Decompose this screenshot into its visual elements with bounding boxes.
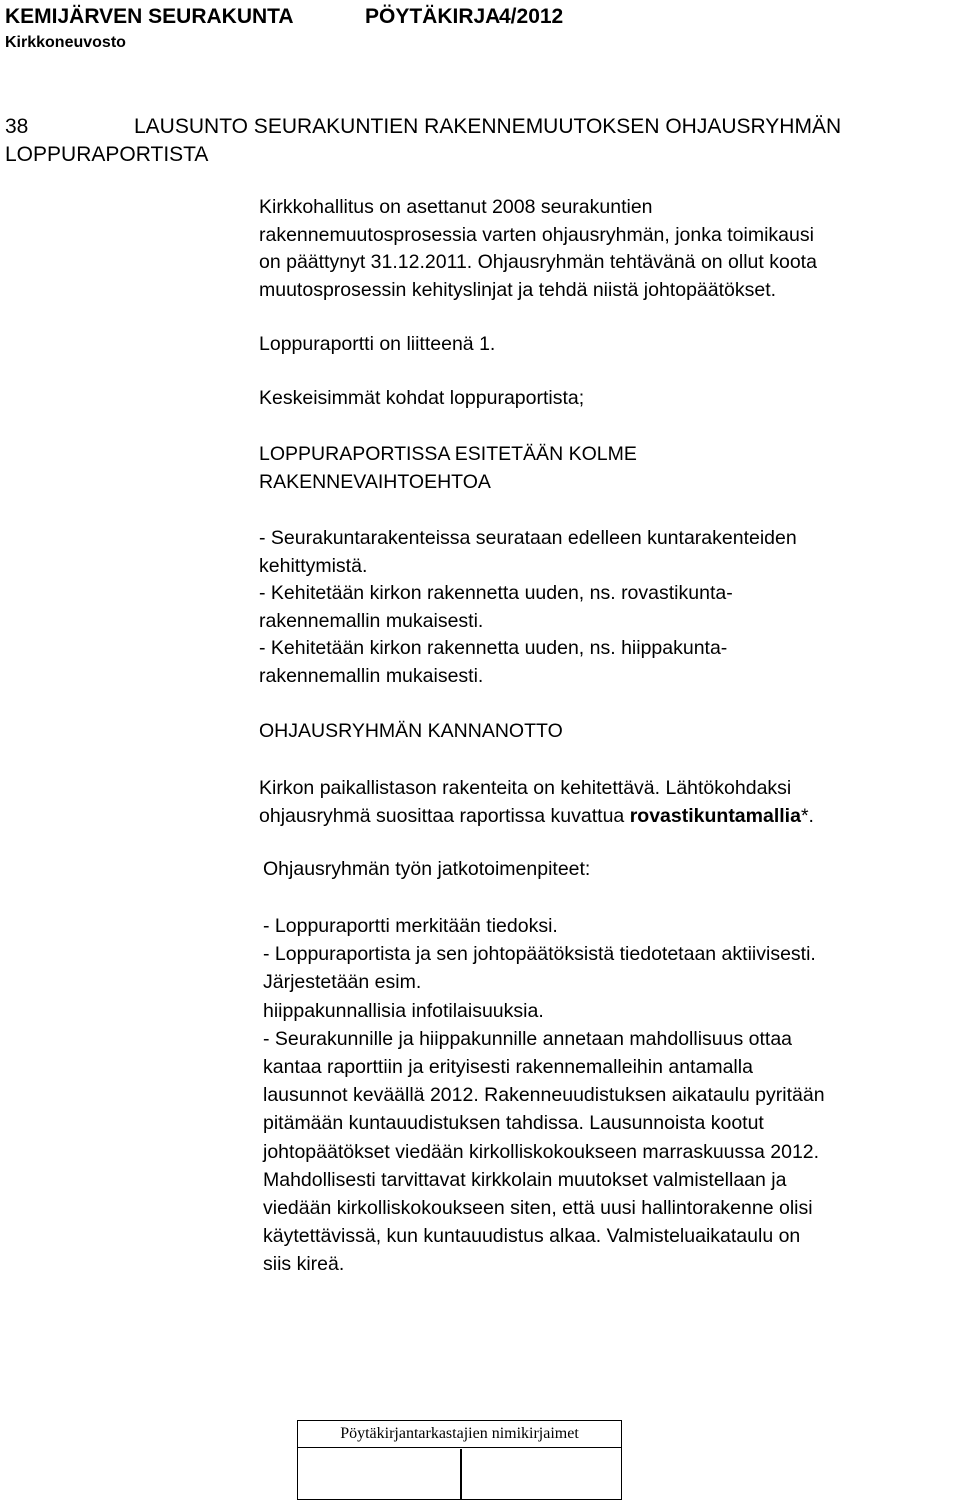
attachment-note: Loppuraportti on liitteenä 1. — [259, 333, 496, 355]
signature-cell-divider — [460, 1449, 462, 1499]
signature-box-caption: Pöytäkirjantarkastajien nimikirjaimet — [298, 1421, 621, 1448]
options-heading-line: LOPPURAPORTISSA ESITETÄÄN KOLME — [259, 443, 637, 465]
list-item: hiippakunnallisia infotilaisuuksia. — [263, 999, 544, 1022]
body-name: Kirkkoneuvosto — [5, 34, 126, 51]
options-heading-line: RAKENNEVAIHTOEHTOA — [259, 470, 491, 493]
list-item: - Loppuraportti merkitään tiedoksi. — [263, 915, 558, 937]
list-item: Järjestetään esim. — [263, 971, 422, 994]
list-item: - Seurakuntarakenteissa seurataan edelleen kuntarakenteiden — [259, 527, 797, 549]
document-header — [5, 4, 563, 30]
followup-list — [263, 912, 960, 1279]
list-item: Mahdollisesti tarvittavat kirkkolain muutokset valmistellaan ja — [263, 1168, 787, 1191]
intro-line: Kirkkohallitus on asettanut 2008 seurakuntien — [259, 196, 653, 218]
list-item: johtopäätökset viedään kirkolliskokoukseen marraskuussa 2012. — [263, 1140, 820, 1163]
section-title-line-2: LOPPURAPORTISTA — [5, 143, 209, 166]
list-item: rakennemallin mukaisesti. — [259, 609, 484, 632]
intro-line: rakennemuutosprosessia varten ohjausryhmän, jonka toimikausi — [259, 223, 814, 246]
list-item: - Kehitetään kirkon rakennetta uuden, ns. rovastikunta- — [259, 582, 733, 604]
options-heading — [259, 441, 949, 496]
document-type: PÖYTÄKIRJA — [365, 5, 501, 28]
list-item: rakennemallin mukaisesti. — [259, 664, 484, 687]
position-heading: OHJAUSRYHMÄN KANNANOTTO — [259, 720, 563, 742]
position-paragraph — [259, 775, 949, 830]
list-item: pitämään kuntauudistuksen tahdissa. Lausunnoista kootut — [263, 1112, 764, 1135]
signature-initials-box — [297, 1420, 622, 1500]
list-item: kantaa raporttiin ja erityisesti rakennemalleihin antamalla — [263, 1056, 753, 1079]
section-number: 38 — [5, 115, 29, 138]
list-item: - Loppuraportista ja sen johtopäätöksistä tiedotetaan aktiivisesti. — [263, 943, 816, 966]
options-list — [259, 525, 949, 690]
organization-name: KEMIJÄRVEN SEURAKUNTA — [5, 5, 294, 28]
list-item: viedään kirkolliskokoukseen siten, että uusi hallintorakenne olisi — [263, 1197, 813, 1220]
document-number: 4/2012 — [499, 5, 564, 28]
list-item: siis kireä. — [263, 1253, 345, 1276]
intro-line: on päättynyt 31.12.2011. Ohjausryhmän tehtävänä on ollut koota — [259, 251, 817, 273]
intro-paragraph — [259, 194, 949, 304]
position-line: ohjausryhmä suosittaa raportissa kuvattua rovastikuntamallia*. — [259, 804, 814, 827]
list-item: - Seurakunnille ja hiippakunnille annetaan mahdollisuus ottaa — [263, 1027, 793, 1050]
list-item: lausunnot keväällä 2012. Rakenneuudistuksen aikataulu pyritään — [263, 1084, 825, 1107]
list-item: - Kehitetään kirkon rakennetta uuden, ns. hiippakunta- — [259, 637, 728, 659]
list-item: kehittymistä. — [259, 554, 368, 577]
list-item: käytettävissä, kun kuntauudistus alkaa. Valmisteluaikataulu on — [263, 1225, 801, 1248]
followup-heading: Ohjausryhmän työn jatkotoimenpiteet: — [263, 858, 591, 880]
key-points-lead: Keskeisimmät kohdat loppuraportista; — [259, 387, 585, 409]
section-title-line-1: LAUSUNTO SEURAKUNTIEN RAKENNEMUUTOKSEN OHJAUSRYHMÄN — [134, 115, 842, 138]
intro-line: muutosprosessin kehityslinjat ja tehdä niistä johtopäätökset. — [259, 278, 777, 301]
recommended-model: rovastikuntamallia — [629, 804, 801, 827]
position-line: Kirkon paikallistason rakenteita on kehitettävä. Lähtökohdaksi — [259, 777, 792, 799]
